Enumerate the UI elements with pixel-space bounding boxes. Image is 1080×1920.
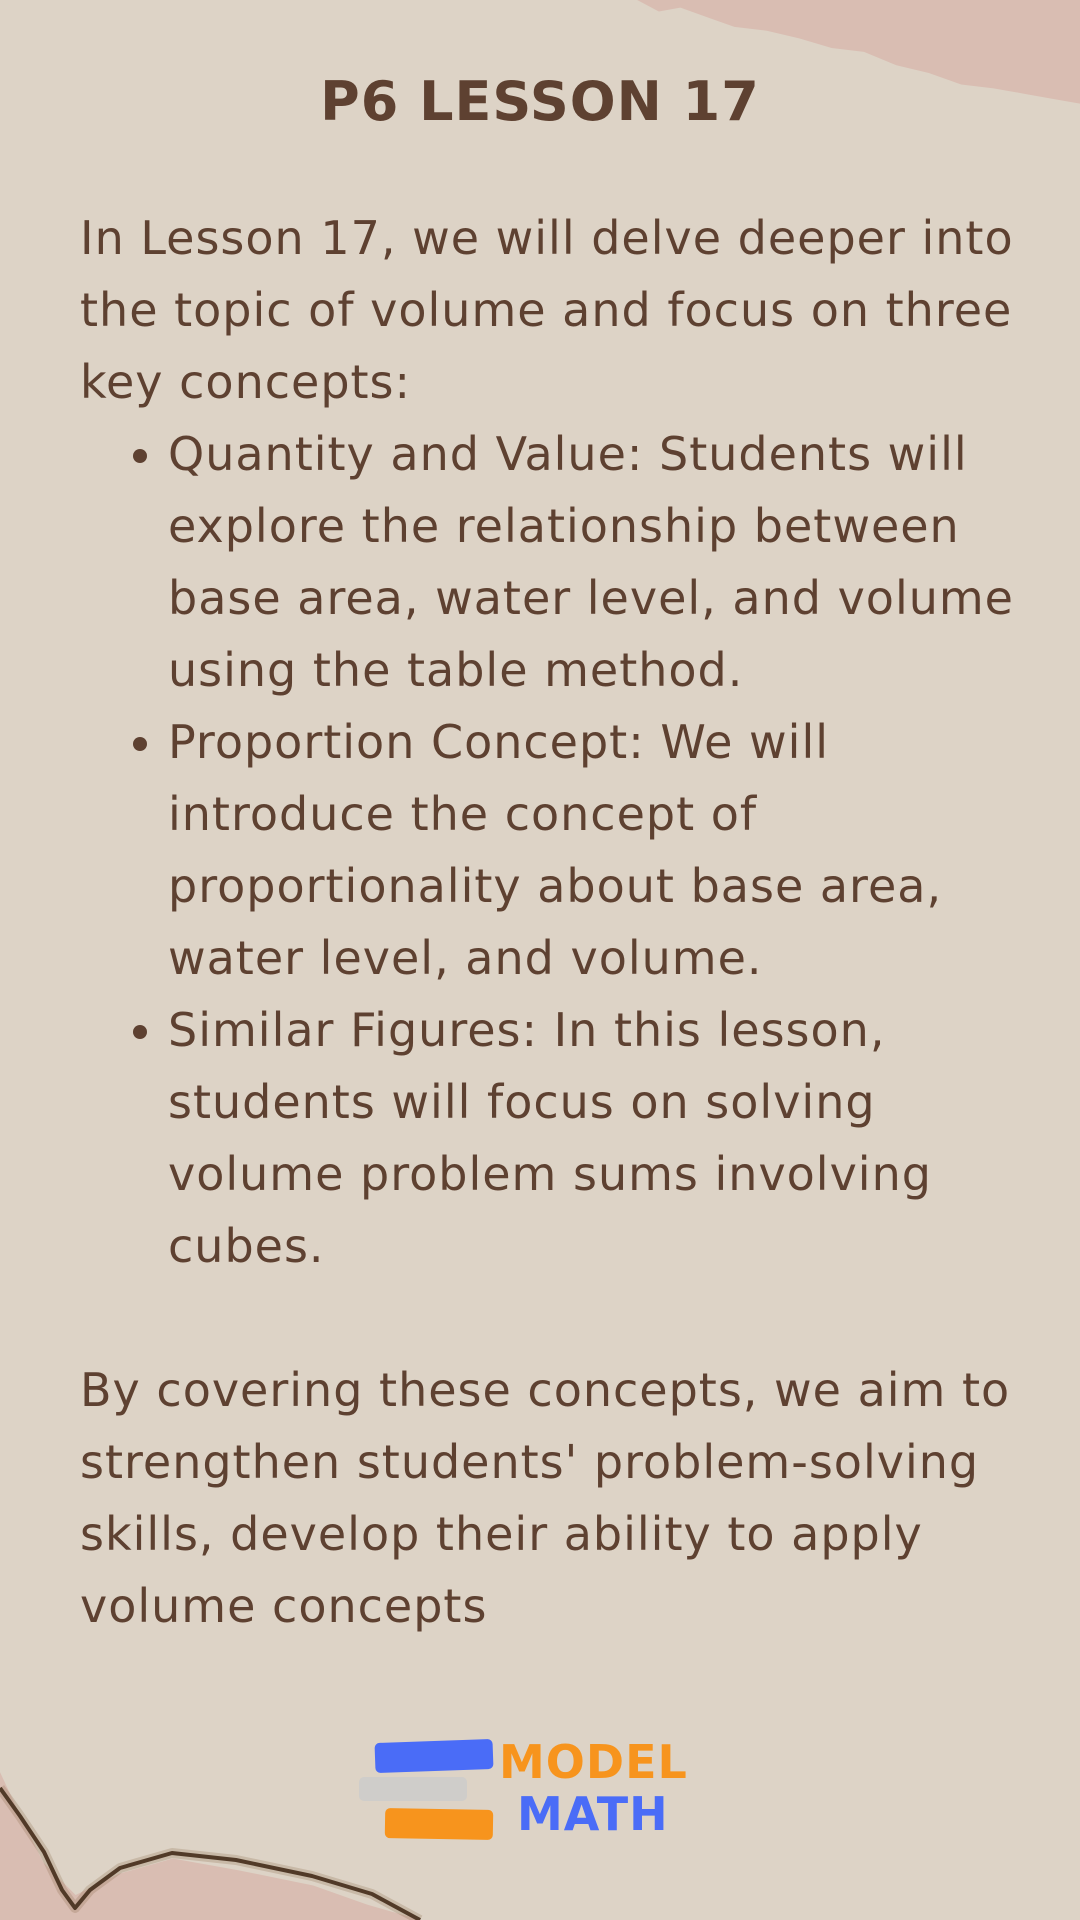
logo-text-math: MATH xyxy=(517,1787,669,1841)
list-item: • Proportion Concept: We will introduce the concept of proportionality about base area, water level, and volume. xyxy=(168,706,1030,994)
key-concepts-list xyxy=(80,418,1030,1282)
logo-text-model: MODEL xyxy=(499,1735,688,1789)
logo-bar-orange xyxy=(385,1808,494,1840)
logo-bar-blue xyxy=(375,1739,494,1773)
paragraph-spacer xyxy=(80,1282,1030,1354)
page-title: P6 LESSON 17 xyxy=(320,70,760,133)
intro-paragraph: In Lesson 17, we will delve deeper into the topic of volume and focus on three key concepts: xyxy=(80,211,1014,409)
logo-bars-icon xyxy=(355,1735,495,1845)
model-math-logo xyxy=(355,1735,695,1845)
lesson-content xyxy=(80,202,1030,1642)
list-item: • Quantity and Value: Students will explore the relationship between base area, water level, and volume using the table method. xyxy=(168,418,1030,706)
list-item: • Similar Figures: In this lesson, students will focus on solving volume problem sums involving cubes. xyxy=(168,994,1030,1282)
conclusion-paragraph: By covering these concepts, we aim to strengthen students' problem-solving skills, develop their ability to apply volume concepts xyxy=(80,1363,1011,1633)
logo-bar-gray xyxy=(359,1777,467,1801)
